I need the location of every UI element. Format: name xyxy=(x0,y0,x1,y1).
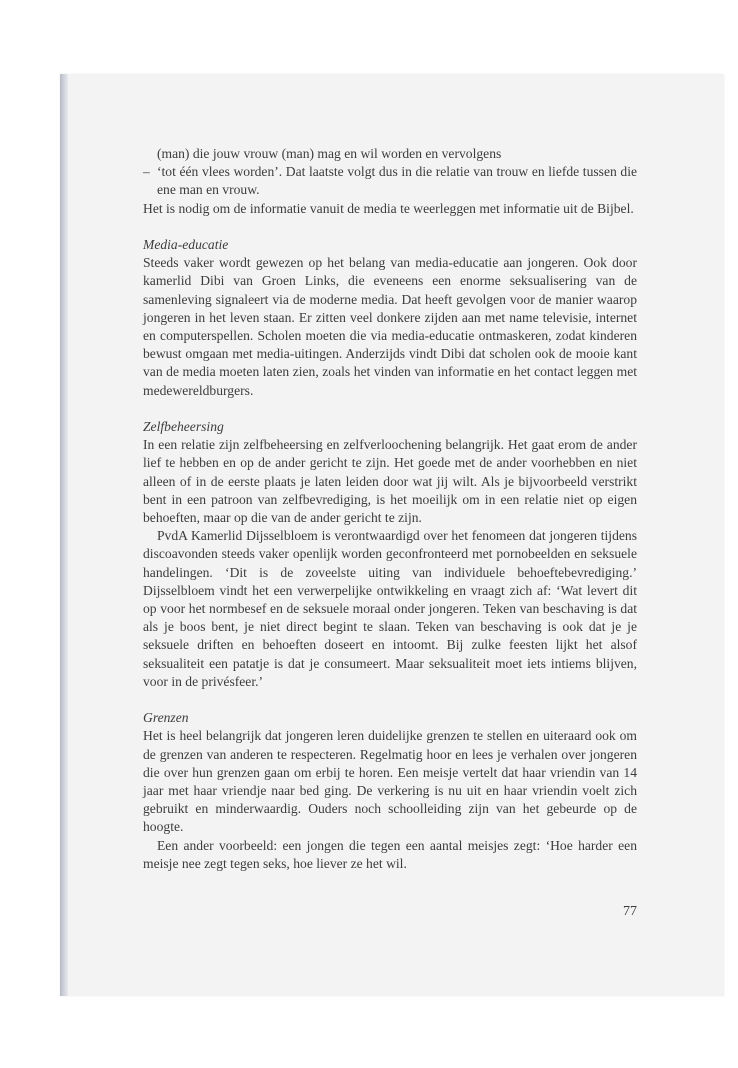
page-binding-edge xyxy=(60,74,68,996)
paragraph-zelfbeheersing-2: PvdA Kamerlid Dijsselbloem is verontwaardigd over het fenomeen dat jongeren tijdens discoavonden steeds vaker openlijk worden geconfronteerd met pornobeelden en seksuele handelingen. ‘Dit is de zoveelste uiting van individuele behoeftebevrediging.’ Dijsselbloem vindt het een verwerpelijke ontwikkeling en vraagt zich af: ‘Wat levert dit op voor het normbesef en de seksuele moraal onder jongeren. Teken van beschaving is dat als je boos bent, je niet direct begint te slaan. Teken van beschaving is ook dat je je seksuele driften en behoeften doseert en intoomt. Bij zulke feesten lijkt het alsof seksualiteit een patatje is dat je consumeert. Maar seksualiteit moet iets intiems blijven, voor in de privésfeer.’ xyxy=(143,528,637,689)
section-heading-grenzen: Grenzen xyxy=(143,710,189,726)
intro-closing: Het is nodig om de informatie vanuit de media te weerleggen met informatie uit de Bijbel. xyxy=(143,200,634,216)
section-heading-media-educatie: Media-educatie xyxy=(143,237,229,252)
paragraph-grenzen-2: Een ander voorbeeld: een jongen die tegen een aantal meisjes zegt: ‘Hoe harder een meisje nee zegt tegen seks, hoe liever ze het wil. xyxy=(143,837,637,871)
intro-continuation: (man) die jouw vrouw (man) mag en wil worden en vervolgens xyxy=(157,146,502,161)
paragraph-zelfbeheersing-1: In een relatie zijn zelfbeheersing en zelfverloochening belangrijk. Het gaat erom de ander lief te hebben en op de ander gericht te zijn. Het goede met de ander voorhebben en niet alleen of in de eerste plaats je laten leiden door wat jij wilt. Als je bijvoorbeeld verstrikt bent in een patroon van zelfbevrediging, is het moeilijk om in een relatie niet op eigen behoeften, maar op die van de ander gericht te zijn. xyxy=(143,437,637,526)
page-number: 77 xyxy=(623,904,637,919)
dash-item-text: ‘tot één vlees worden’. Dat laatste volgt dus in die relatie van trouw en liefde tussen die ene man en vrouw. xyxy=(157,164,637,198)
paragraph-media-educatie: Steeds vaker wordt gewezen op het belang van media-educatie aan jongeren. Ook door kamerlid Dibi van Groen Links, die eveneens een enorme seksualisering van de samenleving signaleert via de moderne media. Dat heeft gevolgen voor de manier waarop jongeren in het leven staan. Er zitten veel donkere zijden aan met name televisie, internet en computerspellen. Scholen moeten die via media-educatie ontmaskeren, zodat kinderen bewust omgaan met media-uitingen. Anderzijds vindt Dibi dat scholen ook de mooie kant van de media moeten laten zien, zoals het vinden van informatie en het contact leggen met medewereldburgers. xyxy=(143,255,637,398)
section-heading-zelfbeheersing: Zelfbeheersing xyxy=(143,419,224,435)
body-text xyxy=(143,145,637,873)
paragraph-grenzen-1: Het is heel belangrijk dat jongeren leren duidelijke grenzen te stellen en uiteraard ook om de grenzen van anderen te respecteren. Regelmatig hoor en lees je verhalen over jongeren die over hun grenzen gaan om erbij te horen. Een meisje vertelt dat haar vriendin van 14 jaar met haar vriendje naar bed ging. De verkering is nu uit en haar vriendin voelt zich gebruikt en minderwaardig. Ouders noch schoolleiding zijn van het gebeurde op de hoogte. xyxy=(143,728,637,835)
dash-bullet: – xyxy=(143,164,150,180)
dash-list-item xyxy=(143,163,637,199)
